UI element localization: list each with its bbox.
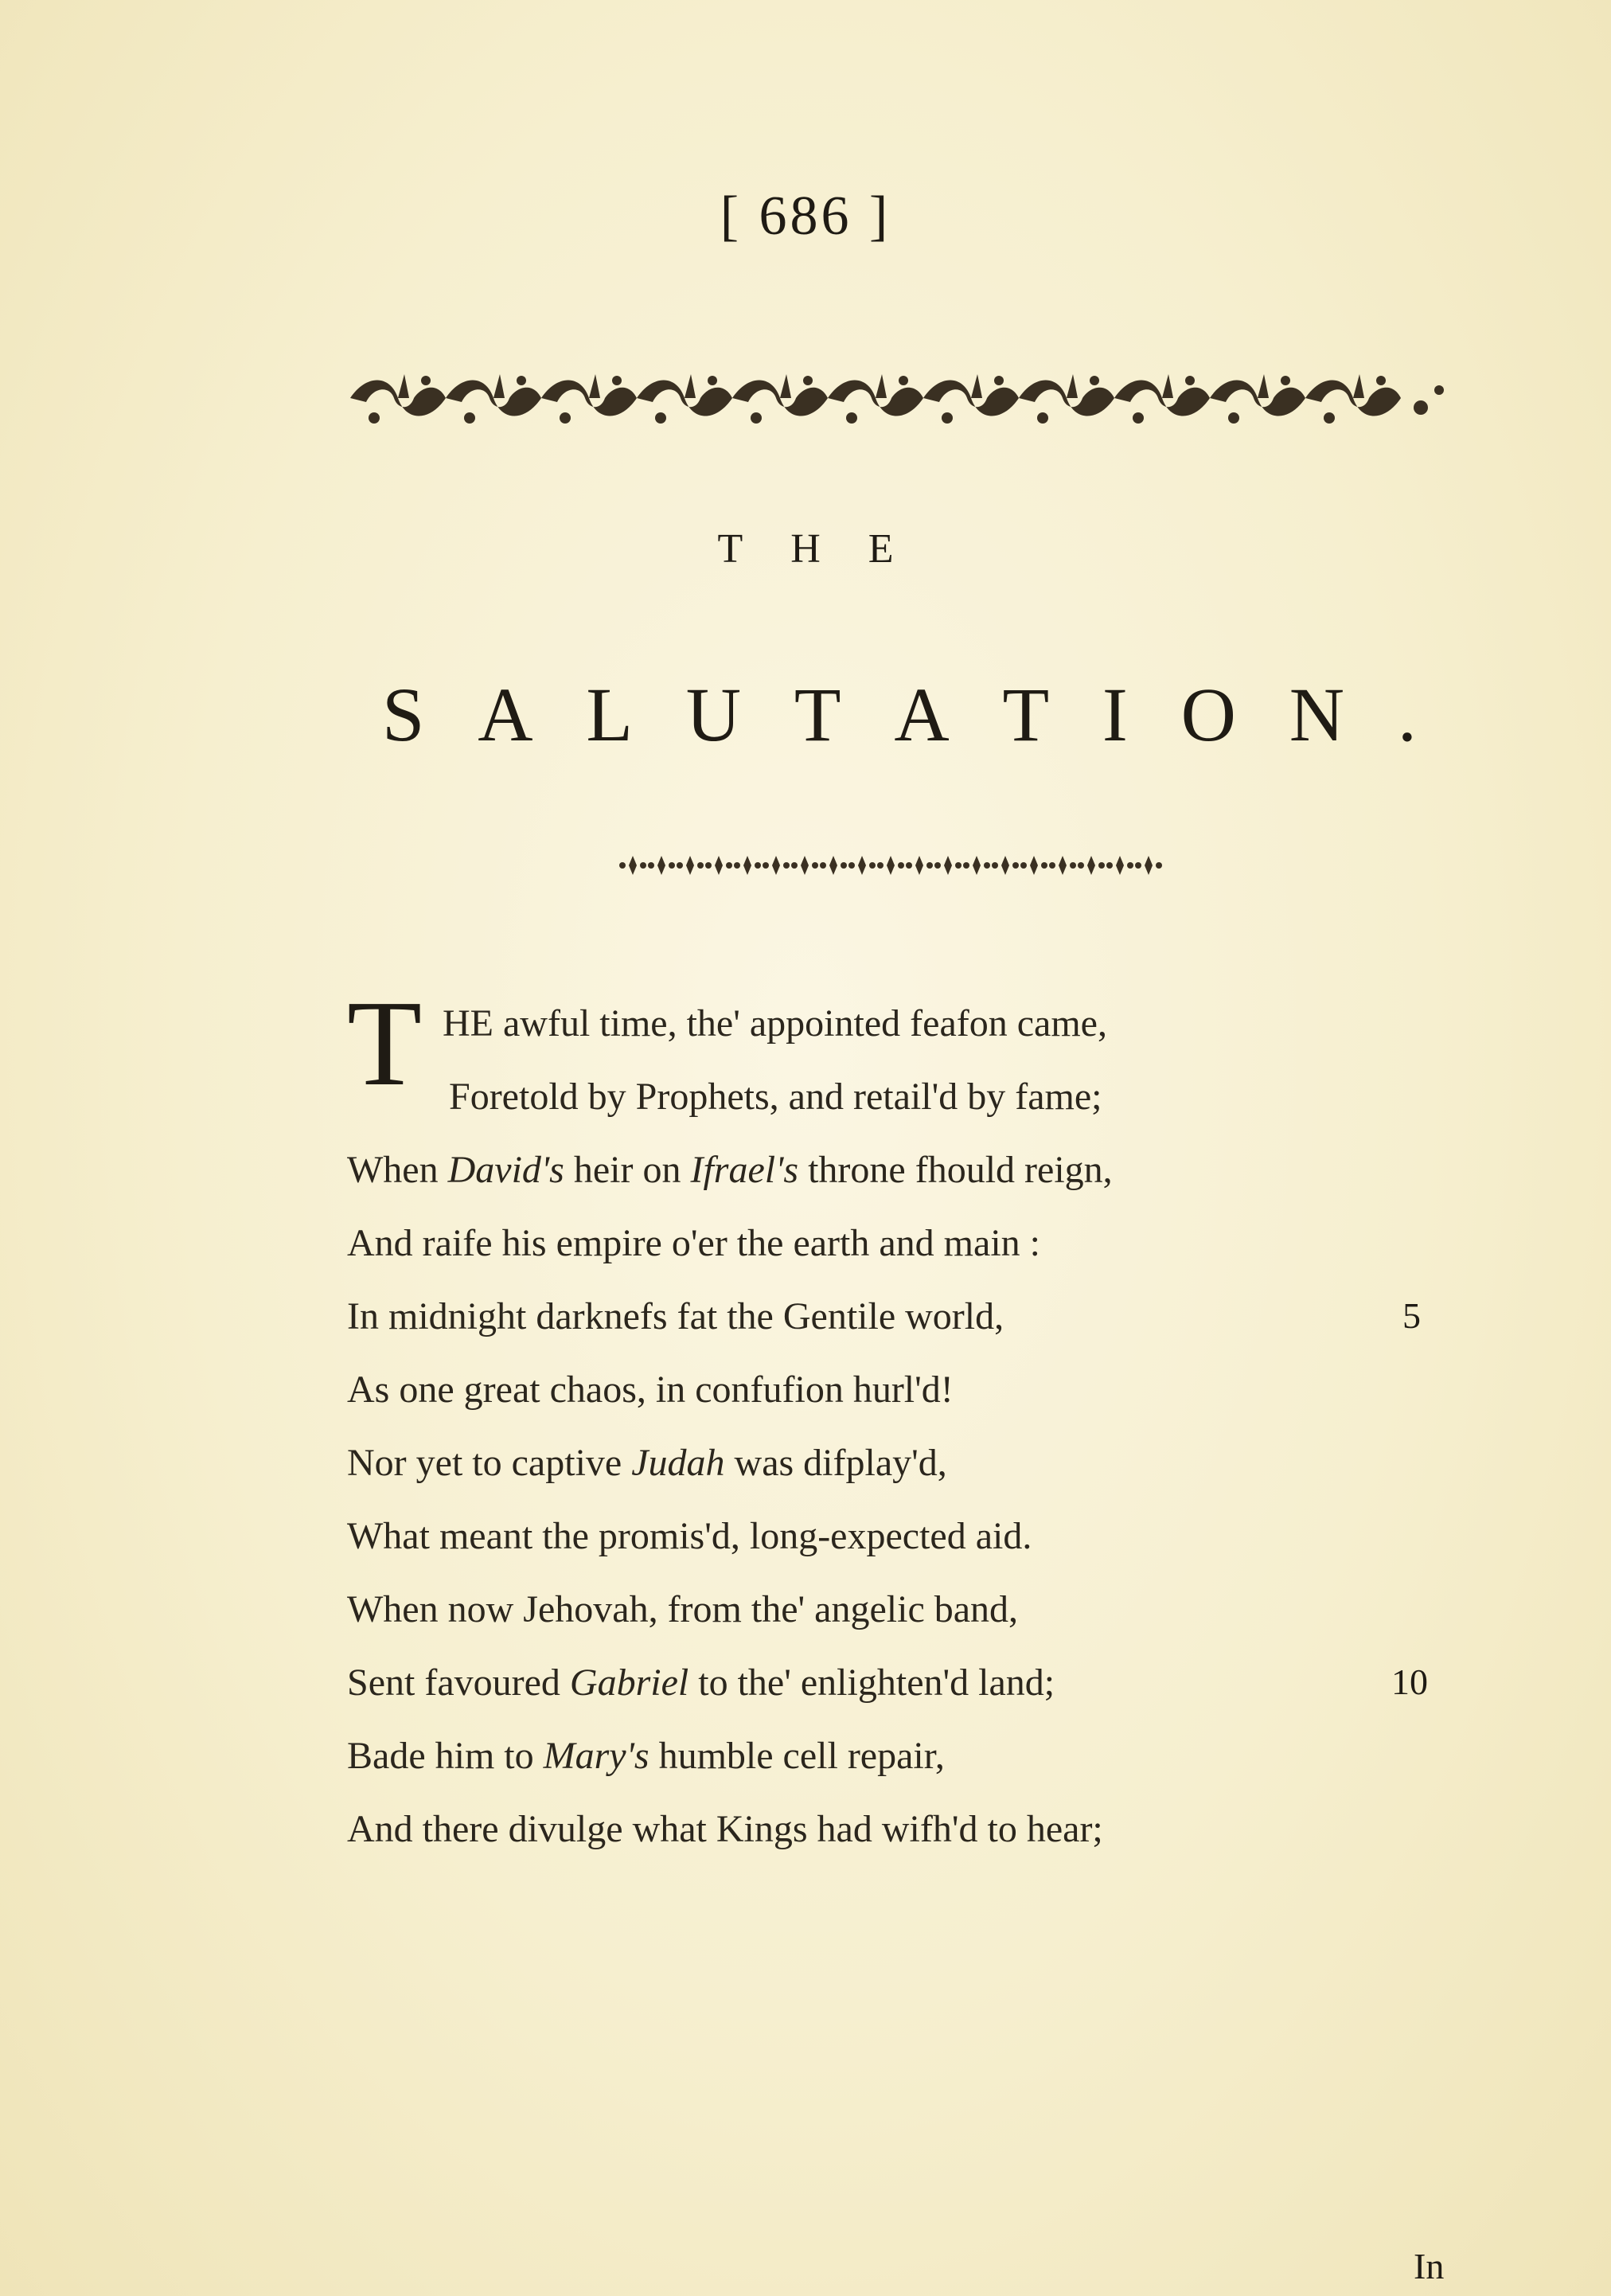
title-letter: A — [478, 672, 533, 757]
poem-line: When now Jehovah, from the' angelic band, — [347, 1588, 1019, 1630]
poem-line: And there divulge what Kings had wifh'd to hear; — [347, 1808, 1103, 1850]
poem-line: When David's heir on Ifrael's throne fhould reign, — [347, 1149, 1113, 1191]
poem-line: Sent favoured Gabriel to the' enlighten'd land; — [347, 1661, 1055, 1704]
poem-line: HE awful time, the' appointed feafon came, — [443, 1002, 1107, 1045]
title-letter: O — [1180, 672, 1236, 757]
catchword: In — [1414, 2246, 1445, 2286]
title-letter: U — [685, 672, 742, 757]
title-letter: L — [586, 672, 633, 757]
title-letter: I — [1102, 672, 1128, 757]
heading-the: THE — [717, 526, 942, 572]
poem-line: Nor yet to captive Judah was difplay'd, — [347, 1442, 947, 1484]
drop-cap: T — [347, 976, 423, 1111]
line-number: 5 — [1402, 1295, 1421, 1336]
title-letter: N — [1289, 672, 1345, 757]
title-letter: S — [382, 672, 425, 757]
poem-line: What meant the promis'd, long-expected aid. — [347, 1515, 1032, 1557]
poem-line: And raife his empire o'er the earth and main : — [347, 1222, 1040, 1264]
poem-line: Bade him to Mary's humble cell repair, — [347, 1735, 945, 1777]
ornamental-rule — [619, 852, 1165, 879]
poem-title — [382, 670, 1417, 759]
page-number: [ 686 ] — [720, 185, 891, 247]
title-letter: . — [1397, 672, 1417, 757]
title-letter: T — [794, 672, 841, 757]
poem-line: Foretold by Prophets, and retail'd by fame; — [449, 1076, 1102, 1118]
title-letter: A — [894, 672, 950, 757]
ornamental-border-top — [350, 366, 1449, 435]
line-number: 10 — [1391, 1661, 1428, 1702]
poem-line: In midnight darknefs fat the Gentile world, — [347, 1295, 1004, 1337]
title-letter: T — [1002, 672, 1050, 757]
poem-line: As one great chaos, in confufion hurl'd! — [347, 1369, 954, 1411]
